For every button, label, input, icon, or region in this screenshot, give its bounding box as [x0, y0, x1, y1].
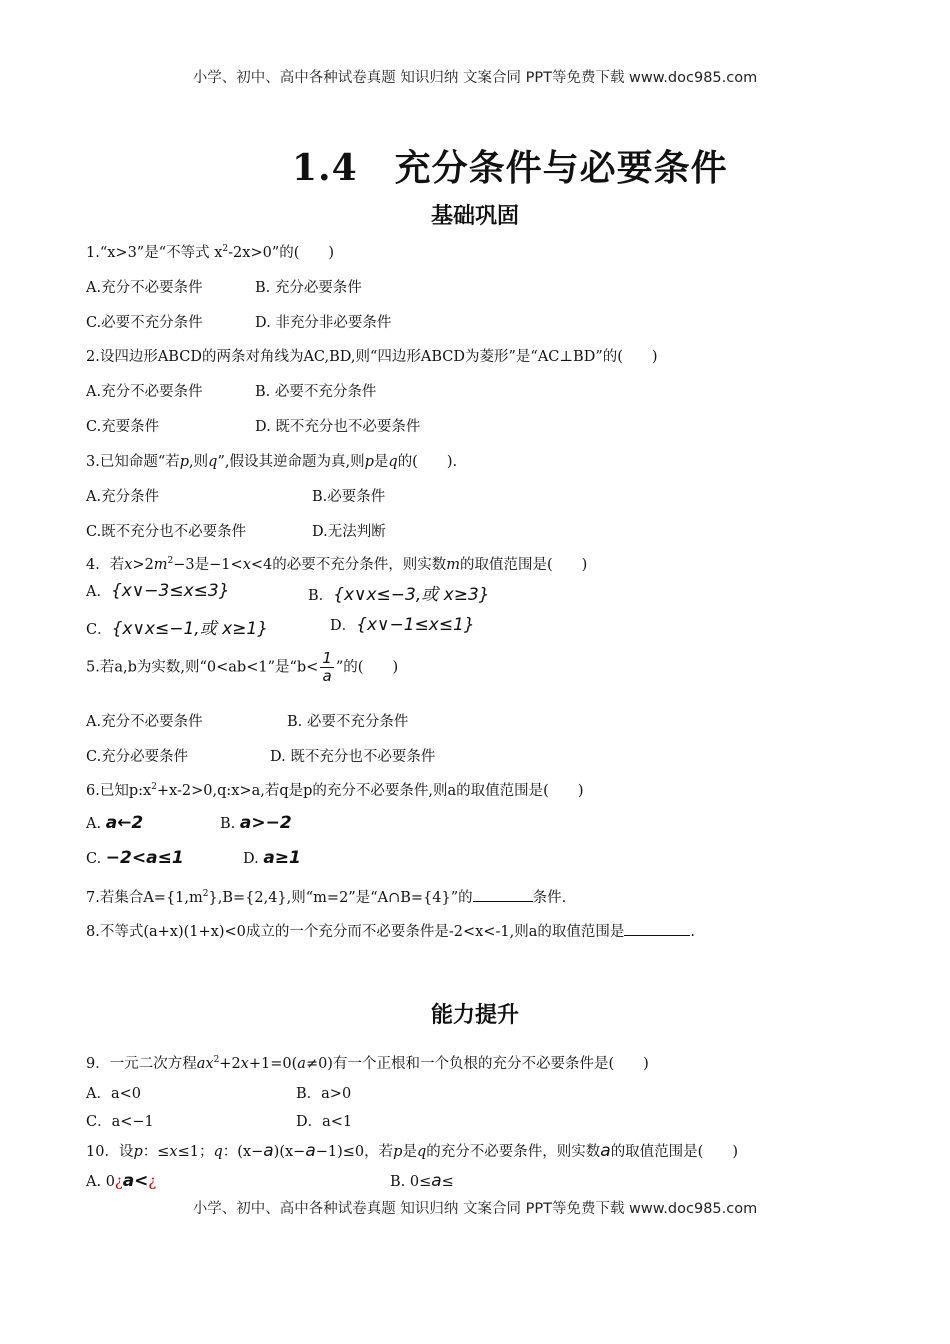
q5-option-b: B. 必要不充分条件 [287, 714, 409, 730]
q7-sup: 2 [202, 889, 209, 899]
q1-option-a: A.充分不必要条件 [86, 280, 203, 296]
q3-t5: 的( ). [397, 454, 458, 470]
question-7 [86, 886, 566, 907]
q10-p2: p [393, 1144, 403, 1160]
q4b-label: B． [308, 588, 334, 604]
q2-option-a: A.充分不必要条件 [86, 384, 203, 400]
q1-option-c: C.必要不充分条件 [86, 315, 203, 331]
q5-den: a [322, 667, 332, 685]
q2-option-b: B. 必要不充分条件 [255, 384, 377, 400]
q6d-expr: a≥1 [263, 848, 301, 868]
q10a-label: A. 0 [86, 1174, 115, 1190]
q9-option-b: B．a>0 [296, 1086, 352, 1102]
q10-a1: a [263, 1141, 274, 1161]
q3-t3: ”,假设其逆命题为真,则 [217, 454, 365, 470]
q4d-label: D． [330, 618, 357, 634]
q5-fraction [320, 650, 334, 685]
q6-option-d [243, 848, 301, 868]
q3-q2: q [388, 454, 398, 470]
q9-ax: ax [196, 1056, 214, 1072]
q9-option-a: A．a<0 [86, 1086, 141, 1102]
q6a-label: A. [86, 816, 102, 832]
q6b-label: B. [220, 816, 236, 832]
q3-t2: ,则 [189, 454, 209, 470]
q8-t1: 8.不等式(a+x)(1+x)<0成立的一个充分而不必要条件是-2<x<-1,则a的取值范围是 [86, 924, 625, 940]
q9-t4: ≠0)有一个正根和一个负根的充分不必要条件是( ) [305, 1056, 649, 1072]
q5-option-d: D. 既不充分也不必要条件 [270, 749, 436, 765]
q4-option-d [330, 614, 475, 635]
q4-m: m [153, 557, 168, 573]
q10a-r1: ¿ [114, 1174, 123, 1190]
q10b-label: B. 0≤ [390, 1174, 432, 1190]
q10-q2: q [416, 1144, 427, 1160]
q4-t5: 的取值范围是( ) [460, 557, 588, 573]
q5-t1: 5.若a,b为实数,则“0<ab<1”是“b< [86, 659, 319, 676]
q4-x2: x [242, 557, 251, 573]
q4-t4: <4的必要不充分条件，则实数 [250, 557, 447, 573]
page-header: 小学、初中、高中各种试卷真题 知识归纳 文案合同 PPT等免费下载 www.doc985.com [192, 70, 758, 86]
question-9 [86, 1052, 649, 1073]
question-6 [86, 779, 583, 800]
q3-option-c: C.既不充分也不必要条件 [86, 524, 247, 540]
q10-t4: ：(x− [222, 1144, 264, 1160]
q9-x: x [240, 1056, 249, 1072]
q5-option-a: A.充分不必要条件 [86, 714, 203, 730]
section-heading-basic: 基础巩固 [430, 204, 519, 229]
q10-t3: ≤1； [177, 1144, 214, 1160]
question-10 [86, 1140, 738, 1161]
q2-option-c: C.充要条件 [86, 419, 160, 435]
q6-sup: 2 [151, 782, 157, 792]
q10a-r2: ¿ [148, 1174, 157, 1190]
q9-t1: 9．一元二次方程 [86, 1056, 197, 1072]
q10-t2: ：≤ [142, 1144, 170, 1160]
q3-option-d: D.无法判断 [312, 524, 386, 540]
q7-t2: },B={2,4},则“m=2”是“A∩B={4}”的 [208, 890, 473, 906]
q3-option-a: A.充分条件 [86, 489, 160, 505]
q6-option-a [86, 813, 143, 833]
q4c-label: C． [86, 622, 112, 638]
q10a-expr: a< [122, 1171, 149, 1191]
q6a-expr: a←2 [105, 813, 144, 833]
q8-t2: . [690, 924, 695, 940]
q4-option-a [86, 580, 230, 601]
q4-option-c [86, 614, 268, 639]
q9-t3: +1=0( [248, 1056, 298, 1072]
q3-q: q [208, 454, 218, 470]
q10-option-a [86, 1171, 156, 1191]
q6c-expr: −2<a≤1 [105, 848, 184, 868]
q9-a: a [297, 1056, 306, 1072]
q1-text-a: 1.“x>3”是“不等式 x [86, 245, 223, 261]
q10-q: q [213, 1144, 223, 1160]
q8-blank[interactable] [624, 923, 690, 936]
q7-t3: 条件. [532, 890, 567, 906]
q6-t1: 6.已知p:x [86, 783, 152, 799]
q6-option-b [220, 813, 292, 833]
q5-num: 1 [322, 649, 332, 667]
q10-t1: 10．设 [86, 1144, 134, 1160]
question-1 [86, 241, 334, 262]
q10-t9: 的取值范围是( ) [610, 1144, 739, 1160]
question-8 [86, 920, 695, 941]
q4d-expr: {x∨−1≤x≤1} [356, 615, 475, 635]
q10-t7: 是 [402, 1144, 417, 1160]
q10-t8: 的充分不必要条件，则实数 [426, 1144, 601, 1160]
q4a-label: A． [86, 584, 111, 600]
page-title: 1.4 充分条件与必要条件 [292, 147, 728, 189]
q9-option-c: C．a<−1 [86, 1114, 154, 1130]
q3-p: p [179, 454, 190, 470]
q10-t6: −1)≤0，若 [315, 1144, 394, 1160]
q6d-label: D. [243, 851, 259, 867]
q10b-a: a [431, 1171, 442, 1191]
q4c-expr: {x∨x≤−1,或 x≥1} [111, 619, 269, 639]
q6c-label: C. [86, 851, 102, 867]
q6-t2: +x-2>0,q:x>a,若q是p的充分不必要条件,则a的取值范围是( ) [156, 783, 584, 799]
q10-t5: )(x− [273, 1144, 306, 1160]
q4-x: x [124, 557, 133, 573]
q9-t2: +2 [219, 1056, 241, 1072]
q4-m2: m [446, 557, 460, 573]
q4-t3: −3是−1< [173, 557, 243, 573]
q4-t1: 4．若 [86, 557, 125, 573]
q10-x: x [169, 1144, 178, 1160]
question-4 [86, 553, 587, 574]
q10-p: p [133, 1144, 143, 1160]
q4b-expr: {x∨x≤−3,或 x≥3} [333, 585, 490, 605]
q3-t1: 3.已知命题“若 [86, 454, 180, 470]
q4-sup: 2 [167, 556, 174, 566]
q10-a3: a [600, 1141, 611, 1161]
q9-sup: 2 [213, 1055, 220, 1065]
q3-option-b: B.必要条件 [312, 489, 386, 505]
q10-option-b [390, 1171, 454, 1191]
q1-option-b: B. 充分必要条件 [255, 280, 362, 296]
question-2: 2.设四边形ABCD的两条对角线为AC,BD,则“四边形ABCD为菱形”是“AC⊥BD”的( ) [86, 349, 658, 365]
q3-p2: p [364, 454, 374, 470]
q1-sup: 2 [222, 244, 229, 254]
q3-t4: 是 [373, 454, 389, 470]
q5-t2: ”的( ) [335, 659, 399, 676]
q7-blank[interactable] [473, 889, 533, 902]
q10-a2: a [305, 1141, 316, 1161]
question-5 [86, 650, 398, 685]
q2-option-d: D. 既不充分也不必要条件 [255, 419, 421, 435]
page-footer: 小学、初中、高中各种试卷真题 知识归纳 文案合同 PPT等免费下载 www.doc985.com [192, 1201, 758, 1217]
section-heading-advanced: 能力提升 [430, 1003, 519, 1028]
q6-option-c [86, 848, 184, 868]
q1-option-d: D. 非充分非必要条件 [255, 315, 392, 331]
q1-text-b: -2x>0”的( ) [228, 245, 335, 261]
q10b-tail: ≤ [441, 1174, 454, 1190]
q4-option-b [308, 580, 490, 605]
q5-option-c: C.充分必要条件 [86, 749, 189, 765]
q4-t2: >2 [132, 557, 154, 573]
q6b-expr: a>−2 [239, 813, 292, 833]
q7-t1: 7.若集合A={1,m [86, 890, 203, 906]
q9-option-d: D．a<1 [296, 1114, 353, 1130]
q4a-expr: {x∨−3≤x≤3} [110, 581, 230, 601]
question-3 [86, 450, 457, 471]
